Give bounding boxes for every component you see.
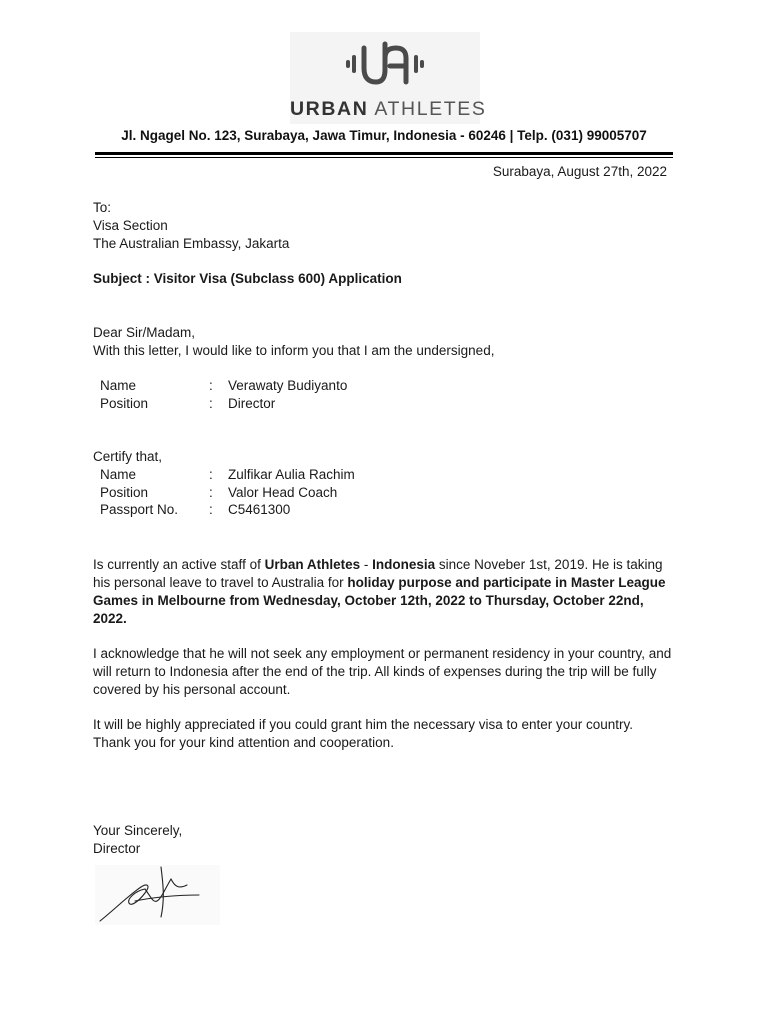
- undersigned-name-label: Name: [100, 378, 137, 393]
- body1-purpose: holiday purpose and participate in Master League Games in Melbourne from Wednesday, October 12th, 2022 to Thursday, October 22nd, 2022.: [93, 575, 666, 626]
- undersigned-position-sep: :: [209, 396, 213, 411]
- body1-company: Urban Athletes: [264, 557, 361, 572]
- certified-passport-label: Passport No.: [100, 502, 179, 517]
- body1-country: Indonesia: [372, 557, 436, 572]
- brand-bold: URBAN: [290, 98, 369, 120]
- ua-dumbbell-logo-icon: [340, 38, 430, 90]
- intro-text: With this letter, I would like to inform you that I am the undersigned,: [93, 343, 495, 358]
- body-paragraph-1: [93, 556, 673, 628]
- certified-name-value: Zulfikar Aulia Rachim: [228, 467, 355, 482]
- undersigned-position-label: Position: [100, 396, 149, 411]
- recipient-line-2: The Australian Embassy, Jakarta: [93, 236, 290, 251]
- certified-passport-value: C5461300: [228, 502, 291, 517]
- certified-position-label: Position: [100, 485, 149, 500]
- body-paragraph-3: It will be highly appreciated if you could grant him the necessary visa to enter your country. Thank you for your kind attention and cooperation.: [93, 717, 634, 750]
- certified-name-sep: :: [209, 467, 213, 482]
- recipient-line-1: Visa Section: [93, 218, 168, 233]
- certified-position-sep: :: [209, 485, 213, 500]
- undersigned-position-value: Director: [228, 396, 276, 411]
- signature-icon: [95, 865, 220, 925]
- brand-light: ATHLETES: [374, 98, 487, 120]
- body-paragraph-2: I acknowledge that he will not seek any employment or permanent residency in your country, and will return to Indonesia after the end of the trip. All kinds of expenses during the trip will be fully covered by his personal account.: [93, 646, 672, 697]
- certified-name-label: Name: [100, 467, 137, 482]
- body1-text-4: r 1st, 2019. He is taking his personal leave to travel to Australia for: [93, 557, 663, 590]
- body1-text-2: -: [360, 557, 373, 572]
- body1-text-3: since Novebe: [435, 557, 521, 572]
- closing-title: Director: [93, 841, 141, 856]
- letterhead-address: Jl. Ngagel No. 123, Surabaya, Jawa Timur, Indonesia - 60246 | Telp. (031) 99005707: [121, 128, 647, 143]
- certified-position-value: Valor Head Coach: [228, 485, 338, 500]
- certified-passport-sep: :: [209, 502, 213, 517]
- recipient-to: To:: [93, 200, 112, 215]
- header-divider-thin: [95, 157, 673, 158]
- salutation: Dear Sir/Madam,: [93, 325, 196, 340]
- letter-subject: Subject : Visitor Visa (Subclass 600) Application: [93, 271, 402, 286]
- header-divider-thick: [95, 152, 673, 155]
- undersigned-name-value: Verawaty Budiyanto: [228, 378, 348, 393]
- closing: Your Sincerely,: [93, 823, 183, 838]
- body1-text-1: Is currently an active staff of: [93, 557, 265, 572]
- certify-label: Certify that,: [93, 449, 163, 464]
- letter-date: Surabaya, August 27th, 2022: [492, 164, 667, 179]
- brand-name: [290, 98, 487, 121]
- undersigned-name-sep: :: [209, 378, 213, 393]
